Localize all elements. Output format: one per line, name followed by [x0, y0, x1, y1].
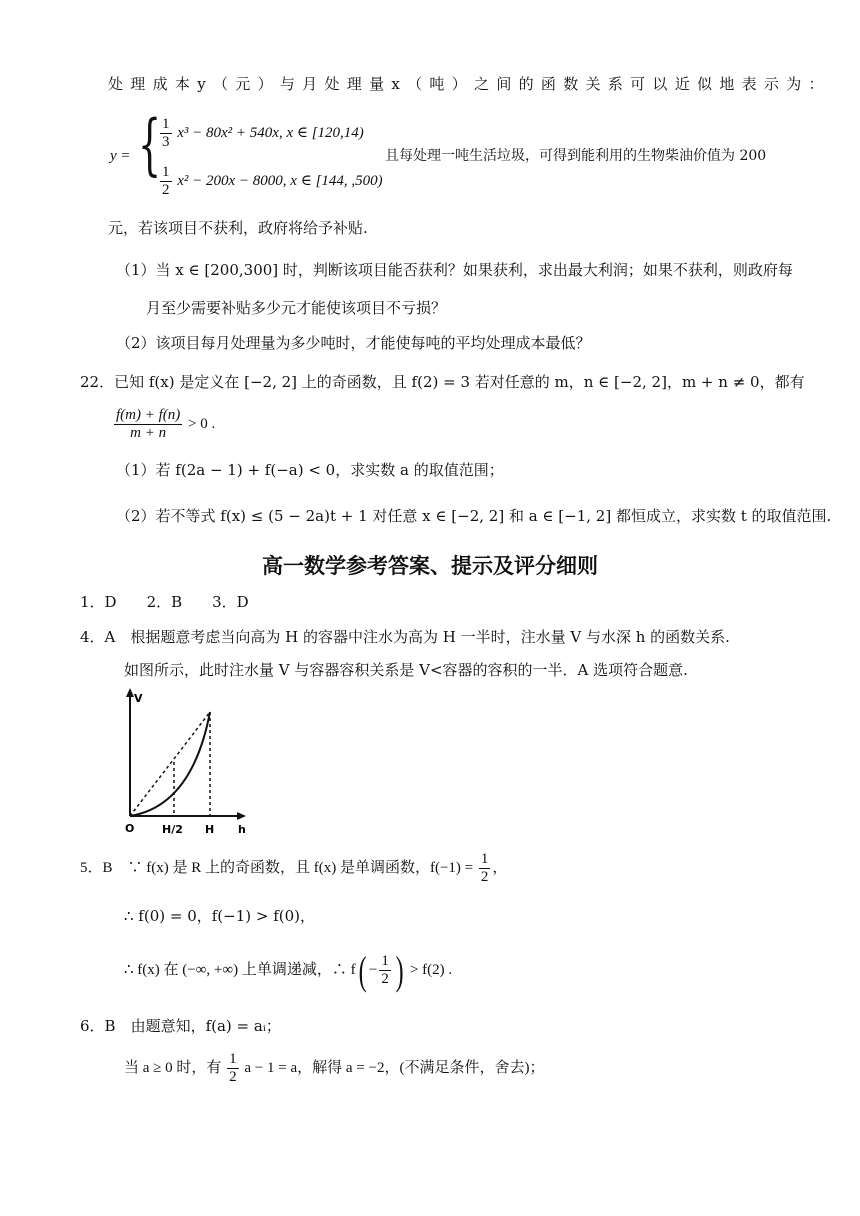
- answer-5-line-2: ∴ f(0) = 0，f(−1) > f(0)，: [124, 907, 316, 925]
- answers-1-3: 1．D 2．B 3．D: [80, 593, 249, 611]
- axis-label-h: h: [238, 823, 246, 836]
- answer-5-line-3: ∴ f(x) 在 (−∞, +∞) 上单调递减，∴ f( − $\frac{1}{2}$ ) > f(2) .: [124, 947, 453, 993]
- answer-4-line-2: 如图所示，此时注水量 V 与容器容积关系是 V<容器的容积的一半．A 选项符合题意.: [124, 661, 688, 679]
- h-axis-arrow: [237, 812, 246, 820]
- answer-5-line-1: 5．B ∵ f(x) 是 R 上的奇函数，且 f(x) 是单调函数，f(−1) = $\frac{1}{2}$ ，: [80, 851, 508, 886]
- linear-reference-line: [130, 712, 210, 816]
- volume-depth-graph: [112, 686, 252, 840]
- origin-label: O: [125, 822, 135, 835]
- case-2-fraction: $\frac{1}{2}$: [162, 164, 170, 198]
- intro-line: 处理成本y（元）与月处理量x（吨）之间的函数关系可以近似地表示为：: [108, 75, 831, 93]
- intro-line-3: 元，若该项目不获利，政府将给予补贴.: [108, 219, 368, 237]
- answer-4-line-1: 4．A 根据题意考虑当向高为 H 的容器中注水为高为 H 一半时，注水量 V 与水深 h 的函数关系.: [80, 628, 730, 646]
- answer-6-line-1: 6．B 由题意知，f(a) = aᵢ；: [80, 1017, 281, 1035]
- problem-22-line-1: 22．已知 f(x) 是定义在 [−2, 2] 上的奇函数，且 f(2) = 3 若对任意的 m，n ∈ [−2, 2]，m + n ≠ 0，都有: [80, 373, 805, 391]
- problem-22-question-1: （1）若 f(2a − 1) + f(−a) < 0，求实数 a 的取值范围；: [116, 461, 504, 479]
- y-equals: y =: [110, 148, 131, 164]
- intro-side-text: 且每处理一吨生活垃圾，可得到能利用的生物柴油价值为 200: [385, 148, 767, 164]
- answers-title: 高一数学参考答案、提示及评分细则: [262, 554, 598, 578]
- tick-label-half-h: H/2: [162, 823, 183, 836]
- answer-5-fraction: $\frac{1}{2}$: [480, 851, 489, 886]
- case-1: $\frac{1}{3}$ x³ − 80x² + 540x, x ∈ [120,14): [162, 116, 364, 150]
- tick-label-h: H: [205, 823, 215, 836]
- answer-6-line-2: 当 a ≥ 0 时，有 $\frac{1}{2}$ a − 1 = a，解得 a = −2，(不满足条件，舍去)；: [124, 1051, 545, 1086]
- case-1-fraction: $\frac{1}{3}$: [162, 116, 170, 150]
- question-1-line-1: （1）当 x ∈ [200,300] 时，判断该项目能否获利？如果获利，求出最大利润；如果不获利，则政府每: [116, 261, 793, 279]
- answer-5-line-3-fraction: $\frac{1}{2}$: [381, 953, 389, 988]
- left-brace: {: [138, 106, 162, 183]
- problem-22-question-2: （2）若不等式 f(x) ≤ (5 − 2a)t + 1 对任意 x ∈ [−2, 2] 和 a ∈ [−1, 2] 都恒成立，求实数 t 的取值范围.: [116, 507, 832, 525]
- question-1-line-2: 月至少需要补贴多少元才能使该项目不亏损？: [146, 299, 447, 317]
- answer-6-fraction: $\frac{1}{2}$: [229, 1051, 237, 1086]
- problem-22-fraction: $\frac{f(m) + f(n)}{m + n}$: [116, 407, 181, 442]
- case-2: $\frac{1}{2}$ x² − 200x − 8000, x ∈ [144, ,500): [162, 164, 383, 198]
- axis-label-v: V: [134, 692, 143, 705]
- problem-22-fraction-line: $\frac{f(m) + f(n)}{m + n}$ > 0 .: [116, 407, 216, 442]
- question-2: （2）该项目每月处理量为多少吨时，才能使每吨的平均处理成本最低？: [116, 334, 591, 352]
- v-axis-arrow: [126, 688, 134, 697]
